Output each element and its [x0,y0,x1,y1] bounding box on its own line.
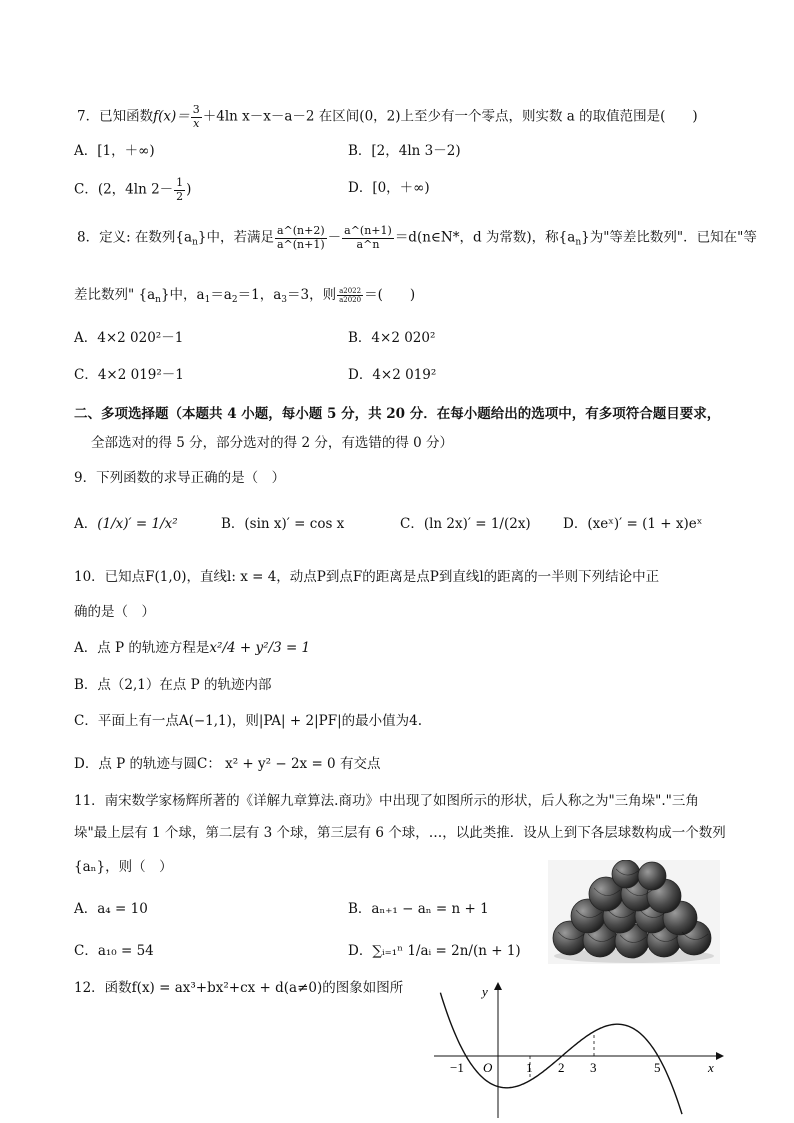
q11-option-c: C．a₁₀ = 54 [74,943,154,959]
q8-frac1-num: a^(n+2) [276,224,325,237]
q7-option-c-num: 1 [176,176,184,189]
q8-option-c: C．4×2 019²－1 [74,367,184,383]
q9-option-a [74,518,178,532]
y-axis-arrow-icon [494,982,502,990]
q7-stem-pre: 7．已知函数 [77,108,154,125]
q10-line1: 10．已知点F(1,0)，直线l: x = 4，动点P到点F的距离是点P到直线l的距离的一半则下列结论中正 [74,569,660,585]
q8-option-b: B．4×2 020² [348,330,436,346]
q8-l2-sub3: 3 [281,295,287,306]
q8-l2-mid: }中，a [160,287,205,304]
q7-fx: f(x)＝ [153,108,190,125]
q10-option-b: B．点（2,1）在点 P 的轨迹内部 [74,677,272,693]
q7-option-c [74,177,191,203]
q10-line2: 确的是（ ） [74,604,155,620]
q9-option-c: C．(ln 2x)′ = 1/(2x) [400,516,531,532]
q8-option-a: A．4×2 020²－1 [74,330,184,346]
q11-line3: {aₙ}，则（ ） [74,859,173,875]
q8-l2-eq2: ＝1，a [237,287,282,304]
q8-l2-sub2: 2 [231,295,238,306]
q10-option-a-eq: x²/4 + y²/3 = 1 [209,640,311,656]
q11-option-d: D．∑ᵢ₌₁ⁿ 1/aᵢ = 2n/(n + 1) [348,943,521,959]
q7-frac-den: x [193,116,200,130]
q9-option-a-expr: (1/x)′ = 1/x² [97,516,178,532]
q8-l2-sub-n: n [155,295,161,306]
q9-option-d: D．(xeˣ)′ = (1 + x)eˣ [563,516,703,532]
q7-option-a: A．[1，＋∞) [74,143,155,159]
q9-stem: 9．下列函数的求导正确的是（ ） [74,470,286,486]
q8-l2-eq: ＝a [210,287,232,304]
q8-l1-mid: }中，若满足 [197,229,274,246]
q7-option-b: B．[2，4ln 3－2) [348,143,461,159]
q8-l2-sub1: 1 [204,295,211,306]
q7-stem-post: ＋4ln x－x－a－2 在区间(0，2)上至少有一个零点，则实数 a 的取值范围是( ) [202,108,698,125]
cubic-function-graph [430,980,730,1120]
q8-minus: － [327,229,342,246]
q11-option-b: B．aₙ₊₁ − aₙ = n + 1 [348,901,489,917]
q10-option-c: C．平面上有一点A(−1,1)，则|PA| + 2|PF|的最小值为4. [74,713,422,729]
origin-label: O [483,1060,493,1075]
q10-option-d: D．点 P 的轨迹与圆C： x² + y² − 2x = 0 有交点 [74,756,381,772]
q8-l2-pre: 差比数列" {a [74,287,156,304]
q8-l1-sub2: n [575,237,582,248]
q12-stem: 12．函数f(x) = ax³+bx²+cx + d(a≠0)的图象如图所 [74,980,404,996]
q7-fraction [191,104,202,130]
section2-line1: 二、多项选择题（本题共 4 小题，每小题 5 分，共 20 分．在每小题给出的选项中，有多项符合题目要求， [74,406,721,422]
x-axis-arrow-icon [716,1052,724,1060]
q8-frac2-den: a^n [356,237,380,251]
q8-l1-post: ＝d(n∈N*，d 为常数)，称{a [394,229,576,246]
tick-label: 5 [654,1060,661,1075]
q9-option-b: B．(sin x)′ = cos x [221,516,345,532]
y-axis-label: y [482,984,488,999]
q8-option-d: D．4×2 019² [348,367,437,383]
cubic-curve [440,993,682,1114]
q11-line2: 垛"最上层有 1 个球，第二层有 3 个球，第三层有 6 个球，…，以此类推．设从上到下各层球数构成一个数列 [74,825,726,841]
q9-option-a-pre: A． [74,516,98,532]
q8-l2-post: ＝( ) [364,287,416,304]
q8-l2-eq3: ＝3，则 [286,287,337,304]
q7-option-c-den: 2 [176,189,184,203]
q8-frac3-den: a2020 [339,296,362,305]
q8-frac2 [342,225,394,251]
q8-frac2-num: a^(n+1) [344,224,392,237]
q8-l1-sub: n [192,237,198,248]
q7-stem [77,104,698,130]
q8-frac3 [337,287,363,304]
q7-option-d: D．[0，＋∞) [348,180,430,196]
q8-l1-post2: }为"等差比数列"．已知在"等 [581,229,757,246]
basketball-stack-image [548,860,720,964]
q7-option-c-pre: C．(2，4ln 2－ [74,181,174,198]
tick-label: 1 [526,1060,533,1075]
q11-option-a: A．a₄ = 10 [74,901,148,917]
q8-frac3-num: a2022 [339,287,362,295]
q7-option-c-post: ) [186,181,192,198]
tick-label: 3 [590,1060,597,1075]
tick-label: 2 [558,1060,565,1075]
tick-label: −1 [450,1060,464,1075]
q8-frac1 [275,225,327,251]
q7-option-c-frac [174,177,185,203]
q11-line1: 11．南宋数学家杨辉所著的《详解九章算法.商功》中出现了如图所示的形状，后人称之为"三角垛"."三角 [74,793,699,809]
q7-frac-num: 3 [192,103,200,116]
q8-line1 [77,225,757,251]
q8-l1-pre: 8．定义: 在数列{a [77,229,193,246]
q10-option-a-pre: A．点 P 的轨迹方程是 [74,640,210,656]
section2-line2: 全部选对的得 5 分，部分选对的得 2 分，有选错的得 0 分） [91,435,454,451]
q8-frac1-den: a^(n+1) [276,237,325,251]
x-axis-label: x [708,1060,714,1075]
q10-option-a [74,642,310,656]
q8-line2 [74,287,415,305]
